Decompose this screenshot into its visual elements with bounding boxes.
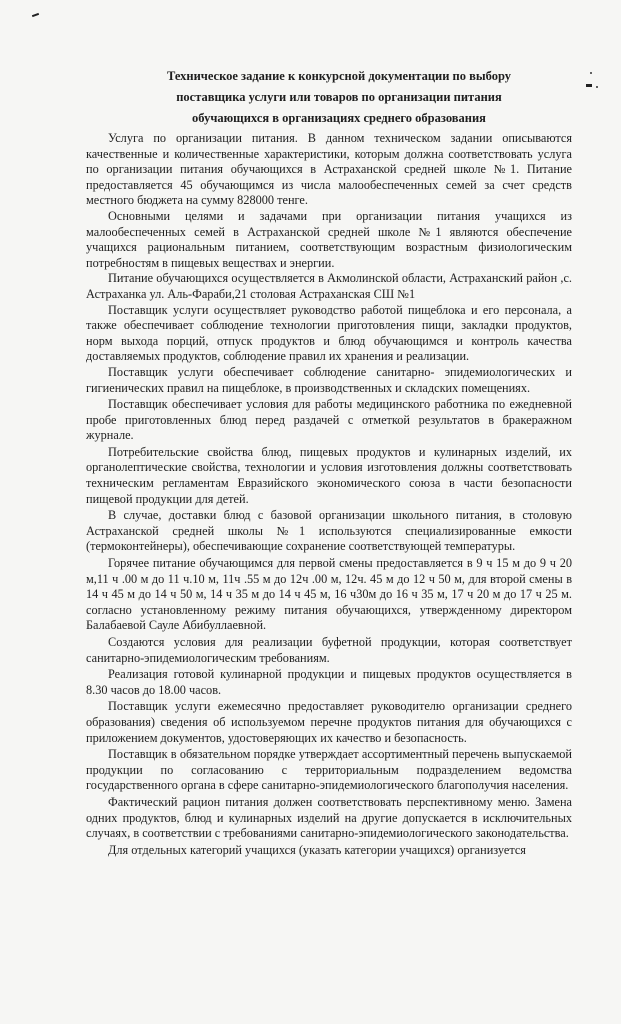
scan-mark-top bbox=[32, 13, 39, 17]
paragraph: Поставщик услуги осуществляет руководство работой пищеблока и его персонала, а также обеспечивает соблюдение технологии приготовления пищи, закладки продуктов, норм выхода порций, отпуск продуктов и блюд обучающимся и контроль качества доставляемых продуктов, соблюдение правил их хранения и реализации. bbox=[86, 302, 572, 364]
paragraph: Поставщик услуги обеспечивает соблюдение санитарно- эпидемиологических и гигиенических правил на пищеблоке, в производственных и складских помещениях. bbox=[86, 364, 572, 395]
scan-mark-right-3 bbox=[596, 86, 598, 88]
paragraph: Поставщик услуги ежемесячно предоставляет руководителю организации среднего образования) сведения об используемом перечне продуктов питания для обучающихся с приложением документов, удостоверяющих их качество и безопасность. bbox=[86, 699, 572, 745]
paragraph: В случае, доставки блюд с базовой организации школьного питания, в столовую Астраханской средней школы №1 используются специализированные емкости (термоконтейнеры), обеспечивающие сохранение соответствующей температуры. bbox=[86, 508, 572, 554]
paragraph: Создаются условия для реализации буфетной продукции, которая соответствует санитарно-эпидемиологическим требованиям. bbox=[86, 635, 572, 665]
title-line: Техническое задание к конкурсной документации по выбору bbox=[166, 69, 512, 83]
document-body bbox=[86, 66, 572, 858]
paragraph: Горячее питание обучающимся для первой смены предоставляется в 9 ч 15 м до 9 ч 20 м,11 ч .00 м до 11 ч.10 м, 11ч .55 м до 12ч .00 м, 12ч. 45 м до 12 ч 50 м, для второй смены в 14 ч 45 м до 14 ч 50 м, 14 ч 35 м до 14 ч 45 м, 16 ч30м до 16 ч 35 м, 17 ч 20 м до 17 ч 25 м. согласно установленному режиму питания обучающихся, утвержденному директором Балабаевой Сауле Абибуллаевной. bbox=[86, 556, 572, 633]
paragraph: Услуга по организации питания. В данном техническом задании описываются качественные и количественные характеристики, которым должна соответствовать услуга по организации питания обучающихся в Астраханской средней школе №1. Питание предоставляется 45 обучающимся из числа малообеспеченных семей за счет средств местного бюджета на сумму 828000 тенге. bbox=[86, 131, 572, 208]
scan-mark-right-2 bbox=[586, 84, 592, 87]
paragraph: Поставщик в обязательном порядке утверждает ассортиментный перечень выпускаемой продукции по согласованию с территориальным подразделением ведомства государственного органа в сфере санитарно-эпидемиологического благополучия населения. bbox=[86, 747, 572, 793]
title-line: обучающихся в организациях среднего образования bbox=[192, 111, 486, 125]
scan-mark-right-1 bbox=[590, 72, 592, 74]
paragraph: Фактический рацион питания должен соответствовать перспективному меню. Замена одних продуктов, блюд и кулинарных изделий на другие допускается в исключительных случаях, в соответствии с требованиями санитарно-эпидемиологического законодательства. bbox=[86, 794, 572, 841]
paragraph: Реализация готовой кулинарной продукции и пищевых продуктов осуществляется в 8.30 часов до 18.00 часов. bbox=[86, 667, 572, 697]
paragraph: Поставщик обеспечивает условия для работы медицинского работника по ежедневной пробе приготовленных блюд перед раздачей с отметкой результатов в бракеражном журнале. bbox=[86, 397, 572, 443]
title-line: поставщика услуги или товаров по организации питания bbox=[176, 90, 502, 104]
paragraph: Потребительские свойства блюд, пищевых продуктов и кулинарных изделий, их органолептические свойства, технологии и условия изготовления должны соответствовать техническим регламентам Евразийского экономического союза в части безопасности пищевой продукции для детей. bbox=[86, 444, 572, 506]
paragraph: Основными целями и задачами при организации питания учащихся из малообеспеченных семей в Астраханской средней школе №1 являются обеспечение учащихся рациональным питанием, соответствующим возрастным физиологическим потребностям в пищевых веществах и энергии. bbox=[86, 208, 572, 270]
paragraph: Питание обучающихся осуществляется в Акмолинской области, Астраханский район ,с. Астраханка ул. Аль-Фараби,21 столовая Астраханская СШ №1 bbox=[86, 271, 572, 301]
document-title bbox=[86, 66, 572, 129]
paragraph: Для отдельных категорий учащихся (указать категории учащихся) организуется bbox=[108, 842, 526, 857]
